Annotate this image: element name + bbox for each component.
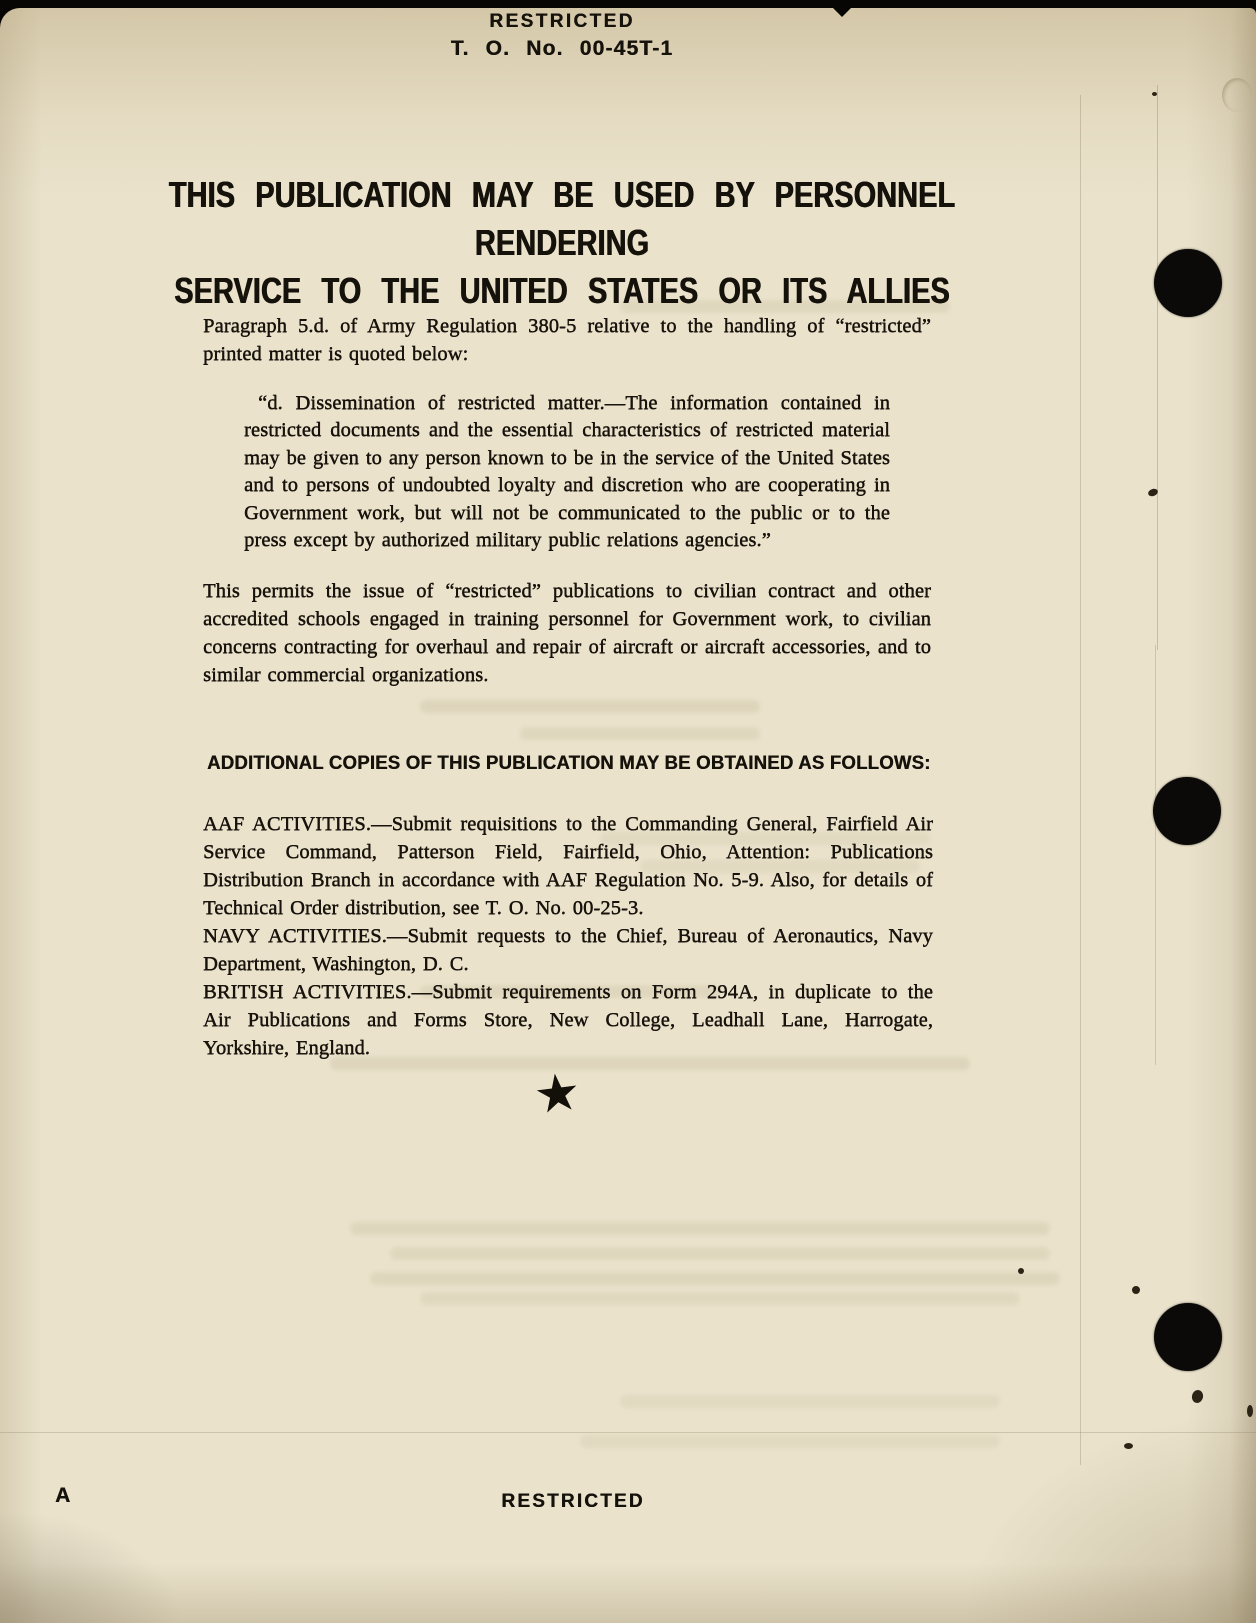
bleed-through-mark [620,1395,1000,1408]
punch-hole-mark-top [1154,249,1222,317]
bleed-through-mark [390,1247,1050,1260]
bleed-through-mark [520,727,760,740]
footer-classification: RESTRICTED [501,1491,645,1512]
bleed-through-mark [370,1272,1060,1285]
star-icon: ★ [530,1061,585,1127]
ink-speck [1018,1268,1024,1274]
bleed-through-mark [420,700,760,713]
aaf-activities-paragraph: AAF ACTIVITIES.—Submit requisitions to the Commanding General, Fairfield Air Service Command, Patterson Field, Fairfield, Ohio, Attention: Publications Distribution Branch in accordance with AAF Regulation No. 5-9. Also, for details of Technical Order distribution, see T. O. No. 00-25-3. [203,812,933,919]
page-letter: A [55,1484,71,1507]
british-activities-paragraph: BRITISH ACTIVITIES.—Submit requirements on Form 294A, in duplicate to the Air Publications and Forms Store, New College, Leadhall Lane, Harrogate, Yorkshire, England. [203,980,933,1059]
navy-activities-paragraph: NAVY ACTIVITIES.—Submit requests to the Chief, Bureau of Aeronautics, Navy Department, Washington, D. C. [203,924,933,975]
scan-line-purple [1155,645,1156,1065]
scan-line-vertical [1157,85,1158,650]
bleed-through-mark [420,1292,1020,1305]
ink-speck [1247,1405,1253,1417]
technical-order-number: T. O. No. 00-45T-1 [450,37,674,60]
ink-speck [1132,1286,1140,1294]
header-classification: RESTRICTED [489,11,635,32]
fold-line [1080,95,1081,1465]
intro-paragraph: Paragraph 5.d. of Army Regulation 380-5 relative to the handling of “restricted” printed matter is quoted below: [203,314,931,365]
paper-crease [1222,78,1252,112]
bleed-through-mark [580,1435,1000,1448]
additional-copies-heading: ADDITIONAL COPIES OF THIS PUBLICATION MAY BE OBTAINED AS FOLLOWS: [207,752,931,774]
regulation-quote-paragraph: “d. Dissemination of restricted matter.—The information contained in restricted documents and the essential characteristics of restricted material may be given to any person known to be in the service of the United States and to persons of undoubted loyalty and discretion who are cooperating in Government work, but will not be communicated to the public or to the press except by authorized military public relations agencies.” [244,391,890,552]
page-title [112,171,1011,315]
bleed-through-mark [350,1222,1050,1235]
paper-crease-line [0,1432,1256,1433]
permits-paragraph: This permits the issue of “restricted” publications to civilian contract and other accredited schools engaged in training personnel for Government work, to civilian concerns contracting for overhaul and repair of aircraft or aircraft accessories, and to similar commercial organizations. [203,579,931,686]
punch-hole-mark-bottom [1154,1303,1222,1371]
page-title-line-1: THIS PUBLICATION MAY BE USED BY PERSONNEL RENDERING [168,174,956,263]
page-title-line-2: SERVICE TO THE UNITED STATES OR ITS ALLIES [174,270,950,311]
ink-speck [1124,1443,1133,1449]
ink-speck [1152,92,1157,96]
punch-hole-mark-middle [1153,777,1221,845]
